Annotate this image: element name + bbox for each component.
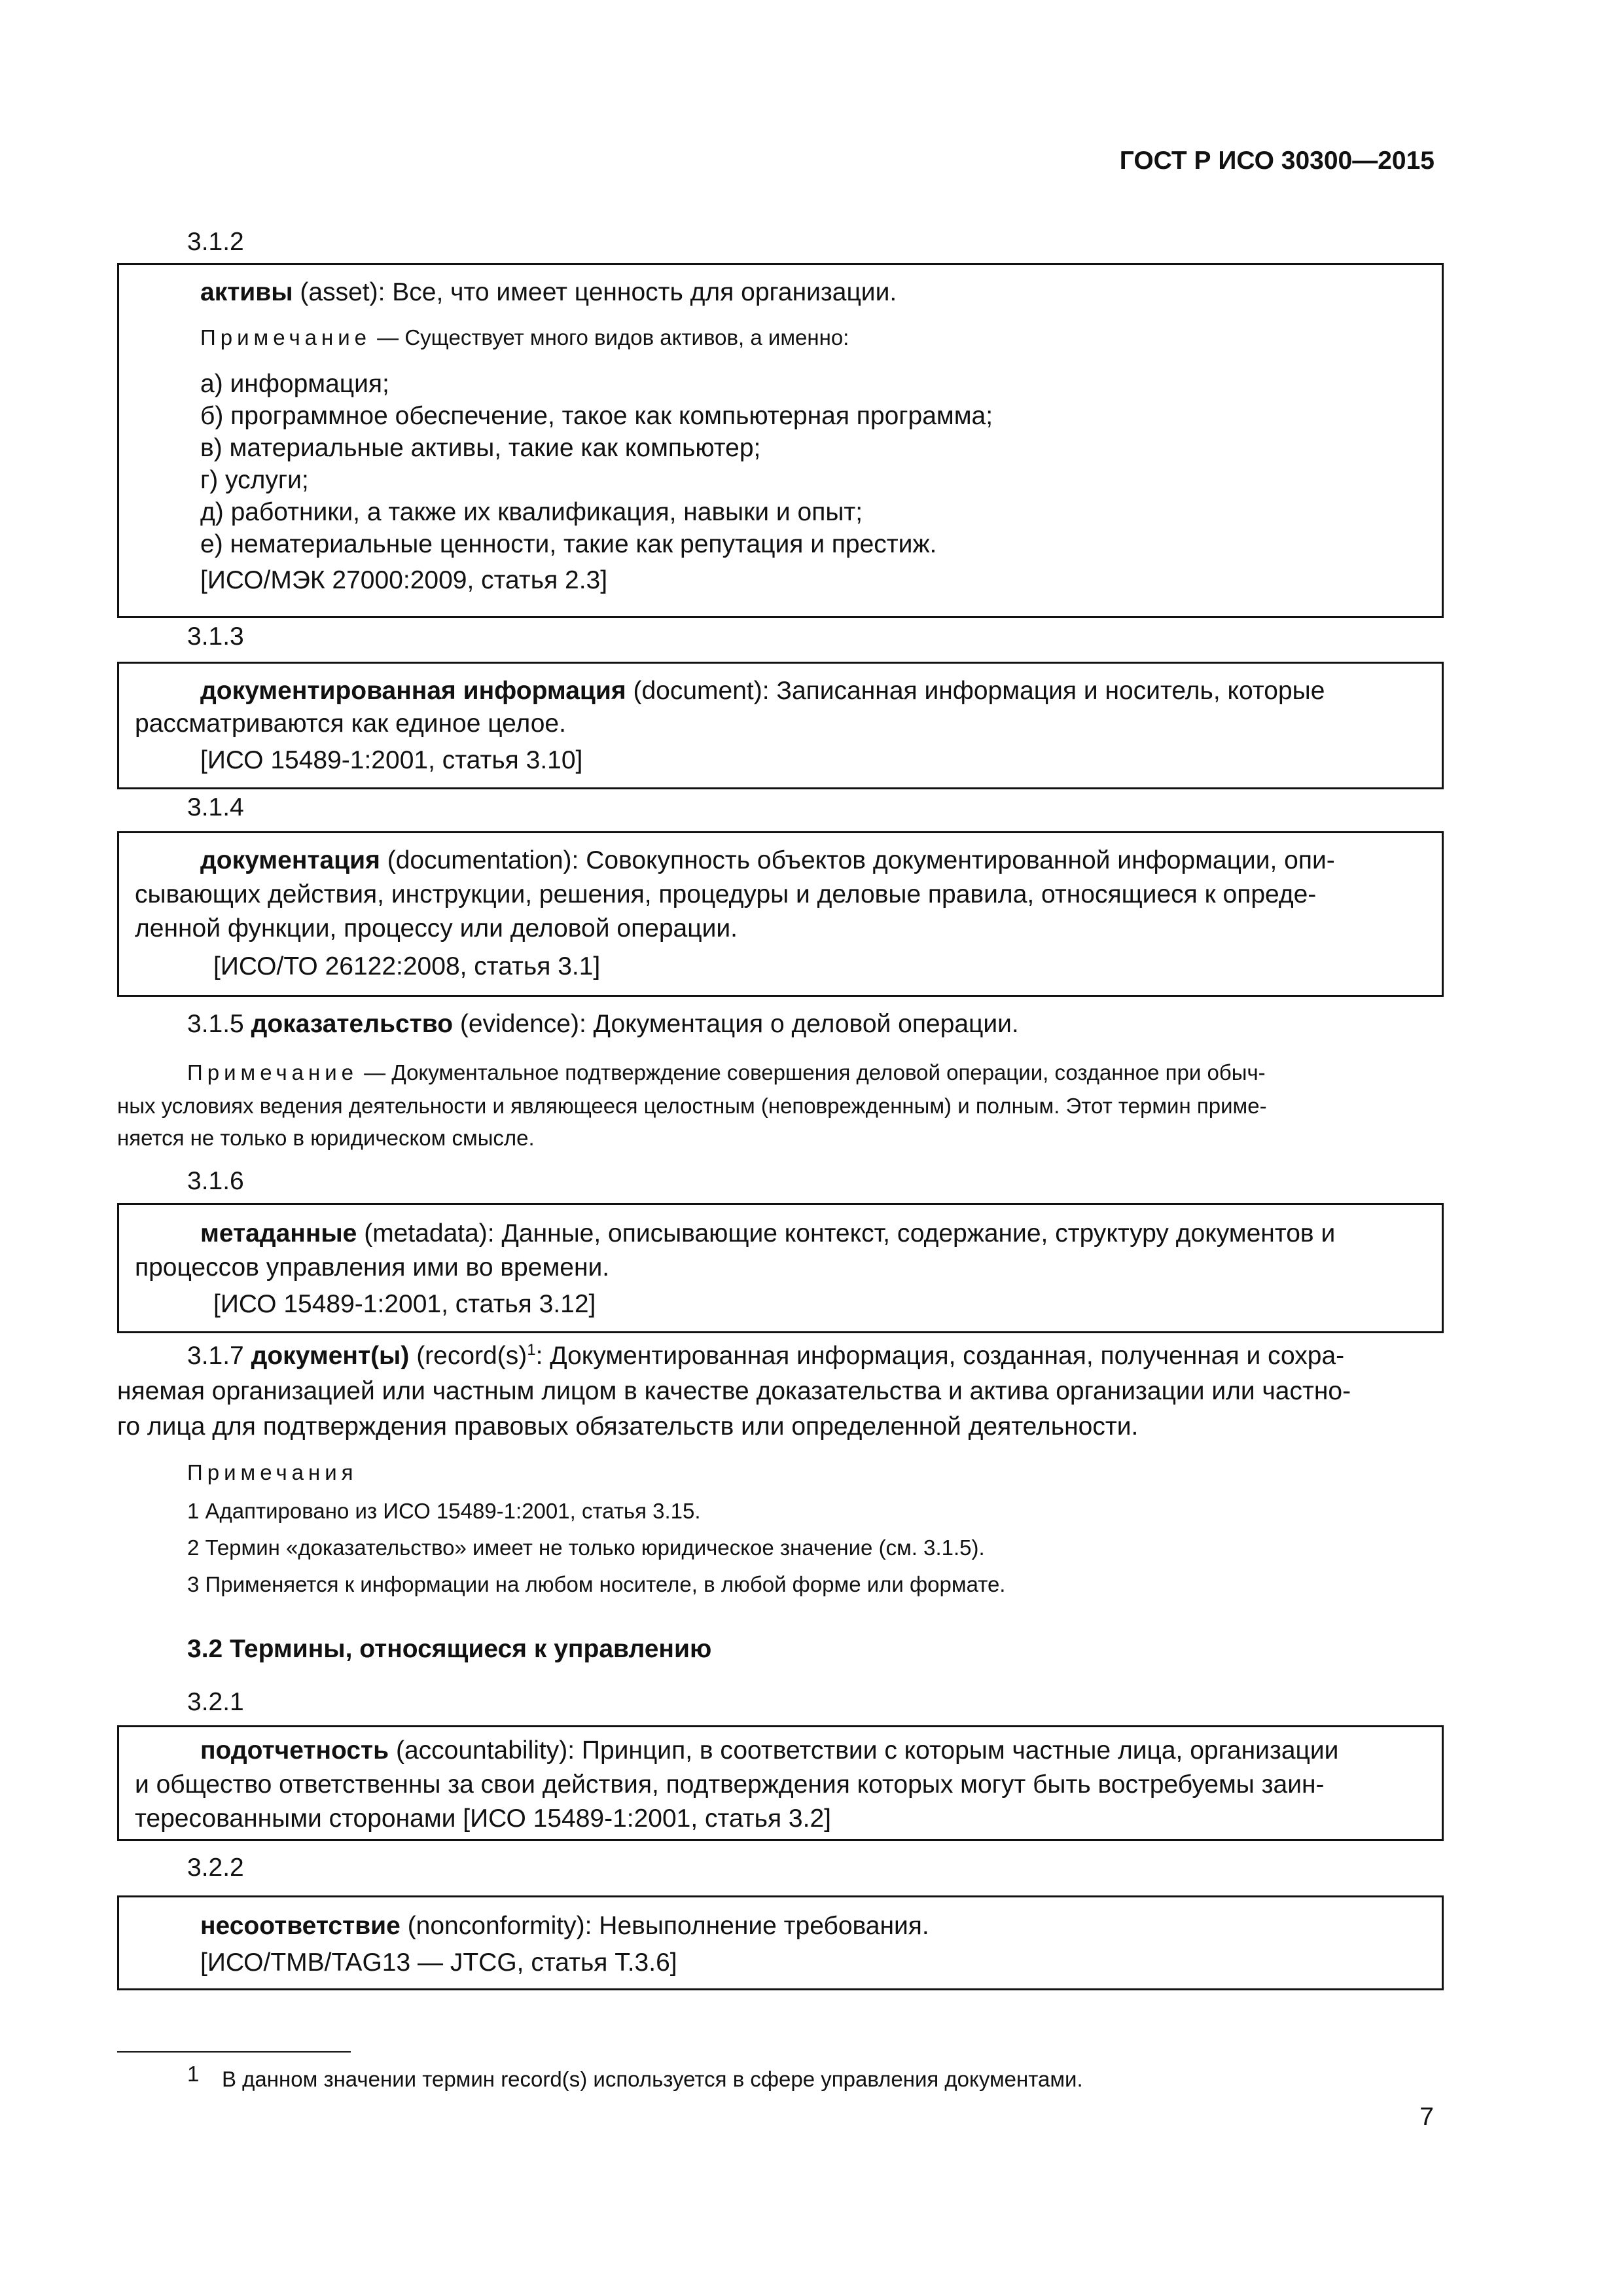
term-box-3-1-2 — [117, 263, 1444, 618]
note-line: ных условиях ведения деятельности и являющееся целостным (неповрежденным) и полным. Этот термин приме- — [117, 1094, 1267, 1118]
term-source: [ИСО/МЭК 27000:2009, статья 2.3] — [200, 566, 608, 594]
term-box-3-1-4 — [117, 831, 1444, 997]
term-name: документация — [200, 846, 380, 874]
term-source: [ИСО/TMB/TAG13 — JTCG, статья Т.3.6] — [200, 1948, 677, 1977]
term-name: подотчетность — [200, 1736, 389, 1765]
term-definition: подотчетность (accountability): Принцип, в соответствии с которым частные лица, организации — [200, 1736, 1339, 1765]
section-heading: 3.2 Термины, относящиеся к управлению — [187, 1635, 712, 1663]
footnote-ref: 1 — [527, 1341, 536, 1359]
list-item: а) информация; — [200, 370, 389, 398]
clause-number-3-1-4: 3.1.4 — [187, 793, 244, 821]
term-source: [ИСО 15489-1:2001, статья 3.12] — [213, 1290, 596, 1318]
footnote-mark: 1 — [187, 2062, 200, 2086]
clause-line: го лица для подтверждения правовых обязательств или определенной деятельности. — [117, 1412, 1139, 1441]
note-item: 3 Применяется к информации на любом носителе, в любой форме или формате. — [187, 1572, 1006, 1596]
term-definition-cont: сывающих действия, инструкции, решения, процедуры и деловые правила, относящиеся к опреде- — [135, 880, 1317, 908]
term-definition-cont: процессов управления ими во времени. — [135, 1253, 610, 1282]
clause-line: няемая организацией или частным лицом в качестве доказательства и актива организации или частно- — [117, 1377, 1351, 1405]
clause-number-3-1-6: 3.1.6 — [187, 1167, 244, 1195]
term-definition-cont: рассматриваются как единое целое. — [135, 709, 566, 738]
term-name: доказательство — [251, 1010, 454, 1038]
footnote-separator — [117, 2051, 351, 2053]
note-item: 1 Адаптировано из ИСО 15489-1:2001, статья 3.15. — [187, 1499, 701, 1523]
clause-3-1-5: 3.1.5 доказательство (evidence): Документация о деловой операции. — [187, 1010, 1019, 1038]
term-definition-cont: ленной функции, процессу или деловой операции. — [135, 914, 738, 942]
term-name: несоответствие — [200, 1912, 401, 1940]
note-label: Примечание — [187, 1060, 359, 1085]
list-item: д) работники, а также их квалификация, навыки и опыт; — [200, 498, 863, 526]
list-item: б) программное обеспечение, такое как компьютерная программа; — [200, 402, 993, 430]
term-definition: активы (asset): Все, что имеет ценность для организации. — [200, 278, 897, 306]
term-note: Примечание — Существует много видов активов, а именно: — [200, 325, 849, 350]
term-name: документ(ы) — [251, 1342, 410, 1370]
note-line: няется не только в юридическом смысле. — [117, 1126, 535, 1150]
term-name: метаданные — [200, 1219, 357, 1247]
term-definition-cont: тересованными сторонами [ИСО 15489-1:2001, статья 3.2] — [135, 1804, 831, 1833]
document-header: ГОСТ Р ИСО 30300—2015 — [1119, 147, 1435, 175]
footnote-text: В данном значении термин record(s) используется в сфере управления документами. — [222, 2067, 1083, 2091]
page-number: 7 — [1419, 2103, 1434, 2131]
term-definition: несоответствие (nonconformity): Невыполнение требования. — [200, 1912, 929, 1940]
clause-number-3-2-1: 3.2.1 — [187, 1688, 244, 1716]
list-item: г) услуги; — [200, 466, 309, 494]
term-box-3-2-1 — [117, 1725, 1444, 1841]
note-label: Примечание — [200, 325, 372, 350]
clause-3-1-7: 3.1.7 документ(ы) ($record(s)^1$: Документированная информация, созданная, полученная и сохра- — [187, 1341, 1345, 1370]
list-item: е) нематериальные ценности, такие как репутация и престиж. — [200, 530, 937, 558]
notes-label: Примечания — [187, 1460, 358, 1484]
clause-3-1-5-note: Примечание — Документальное подтверждение совершения деловой операции, созданное при обыч- — [187, 1060, 1266, 1085]
term-box-3-2-2 — [117, 1895, 1444, 1990]
term-definition: документированная информация (document): Записанная информация и носитель, которые — [200, 677, 1325, 705]
term-definition-cont: и общество ответственны за свои действия, подтверждения которых могут быть востребуемы заин- — [135, 1770, 1325, 1799]
list-item: в) материальные активы, такие как компьютер; — [200, 434, 761, 462]
term-source: [ИСО 15489-1:2001, статья 3.10] — [200, 746, 583, 774]
clause-number-3-1-3: 3.1.3 — [187, 622, 244, 651]
term-box-3-1-3 — [117, 662, 1444, 789]
term-definition: документация (documentation): Совокупность объектов документированной информации, опи- — [200, 846, 1335, 874]
term-name: активы — [200, 278, 293, 306]
term-definition: метаданные (metadata): Данные, описывающие контекст, содержание, структуру документов и — [200, 1219, 1336, 1247]
clause-number-3-1-2: 3.1.2 — [187, 228, 244, 256]
term-name: документированная информация — [200, 677, 626, 705]
clause-number-3-2-2: 3.2.2 — [187, 1854, 244, 1882]
note-item: 2 Термин «доказательство» имеет не только юридическое значение (см. 3.1.5). — [187, 1535, 985, 1560]
term-box-3-1-6 — [117, 1203, 1444, 1333]
term-source: [ИСО/ТО 26122:2008, статья 3.1] — [213, 952, 601, 980]
